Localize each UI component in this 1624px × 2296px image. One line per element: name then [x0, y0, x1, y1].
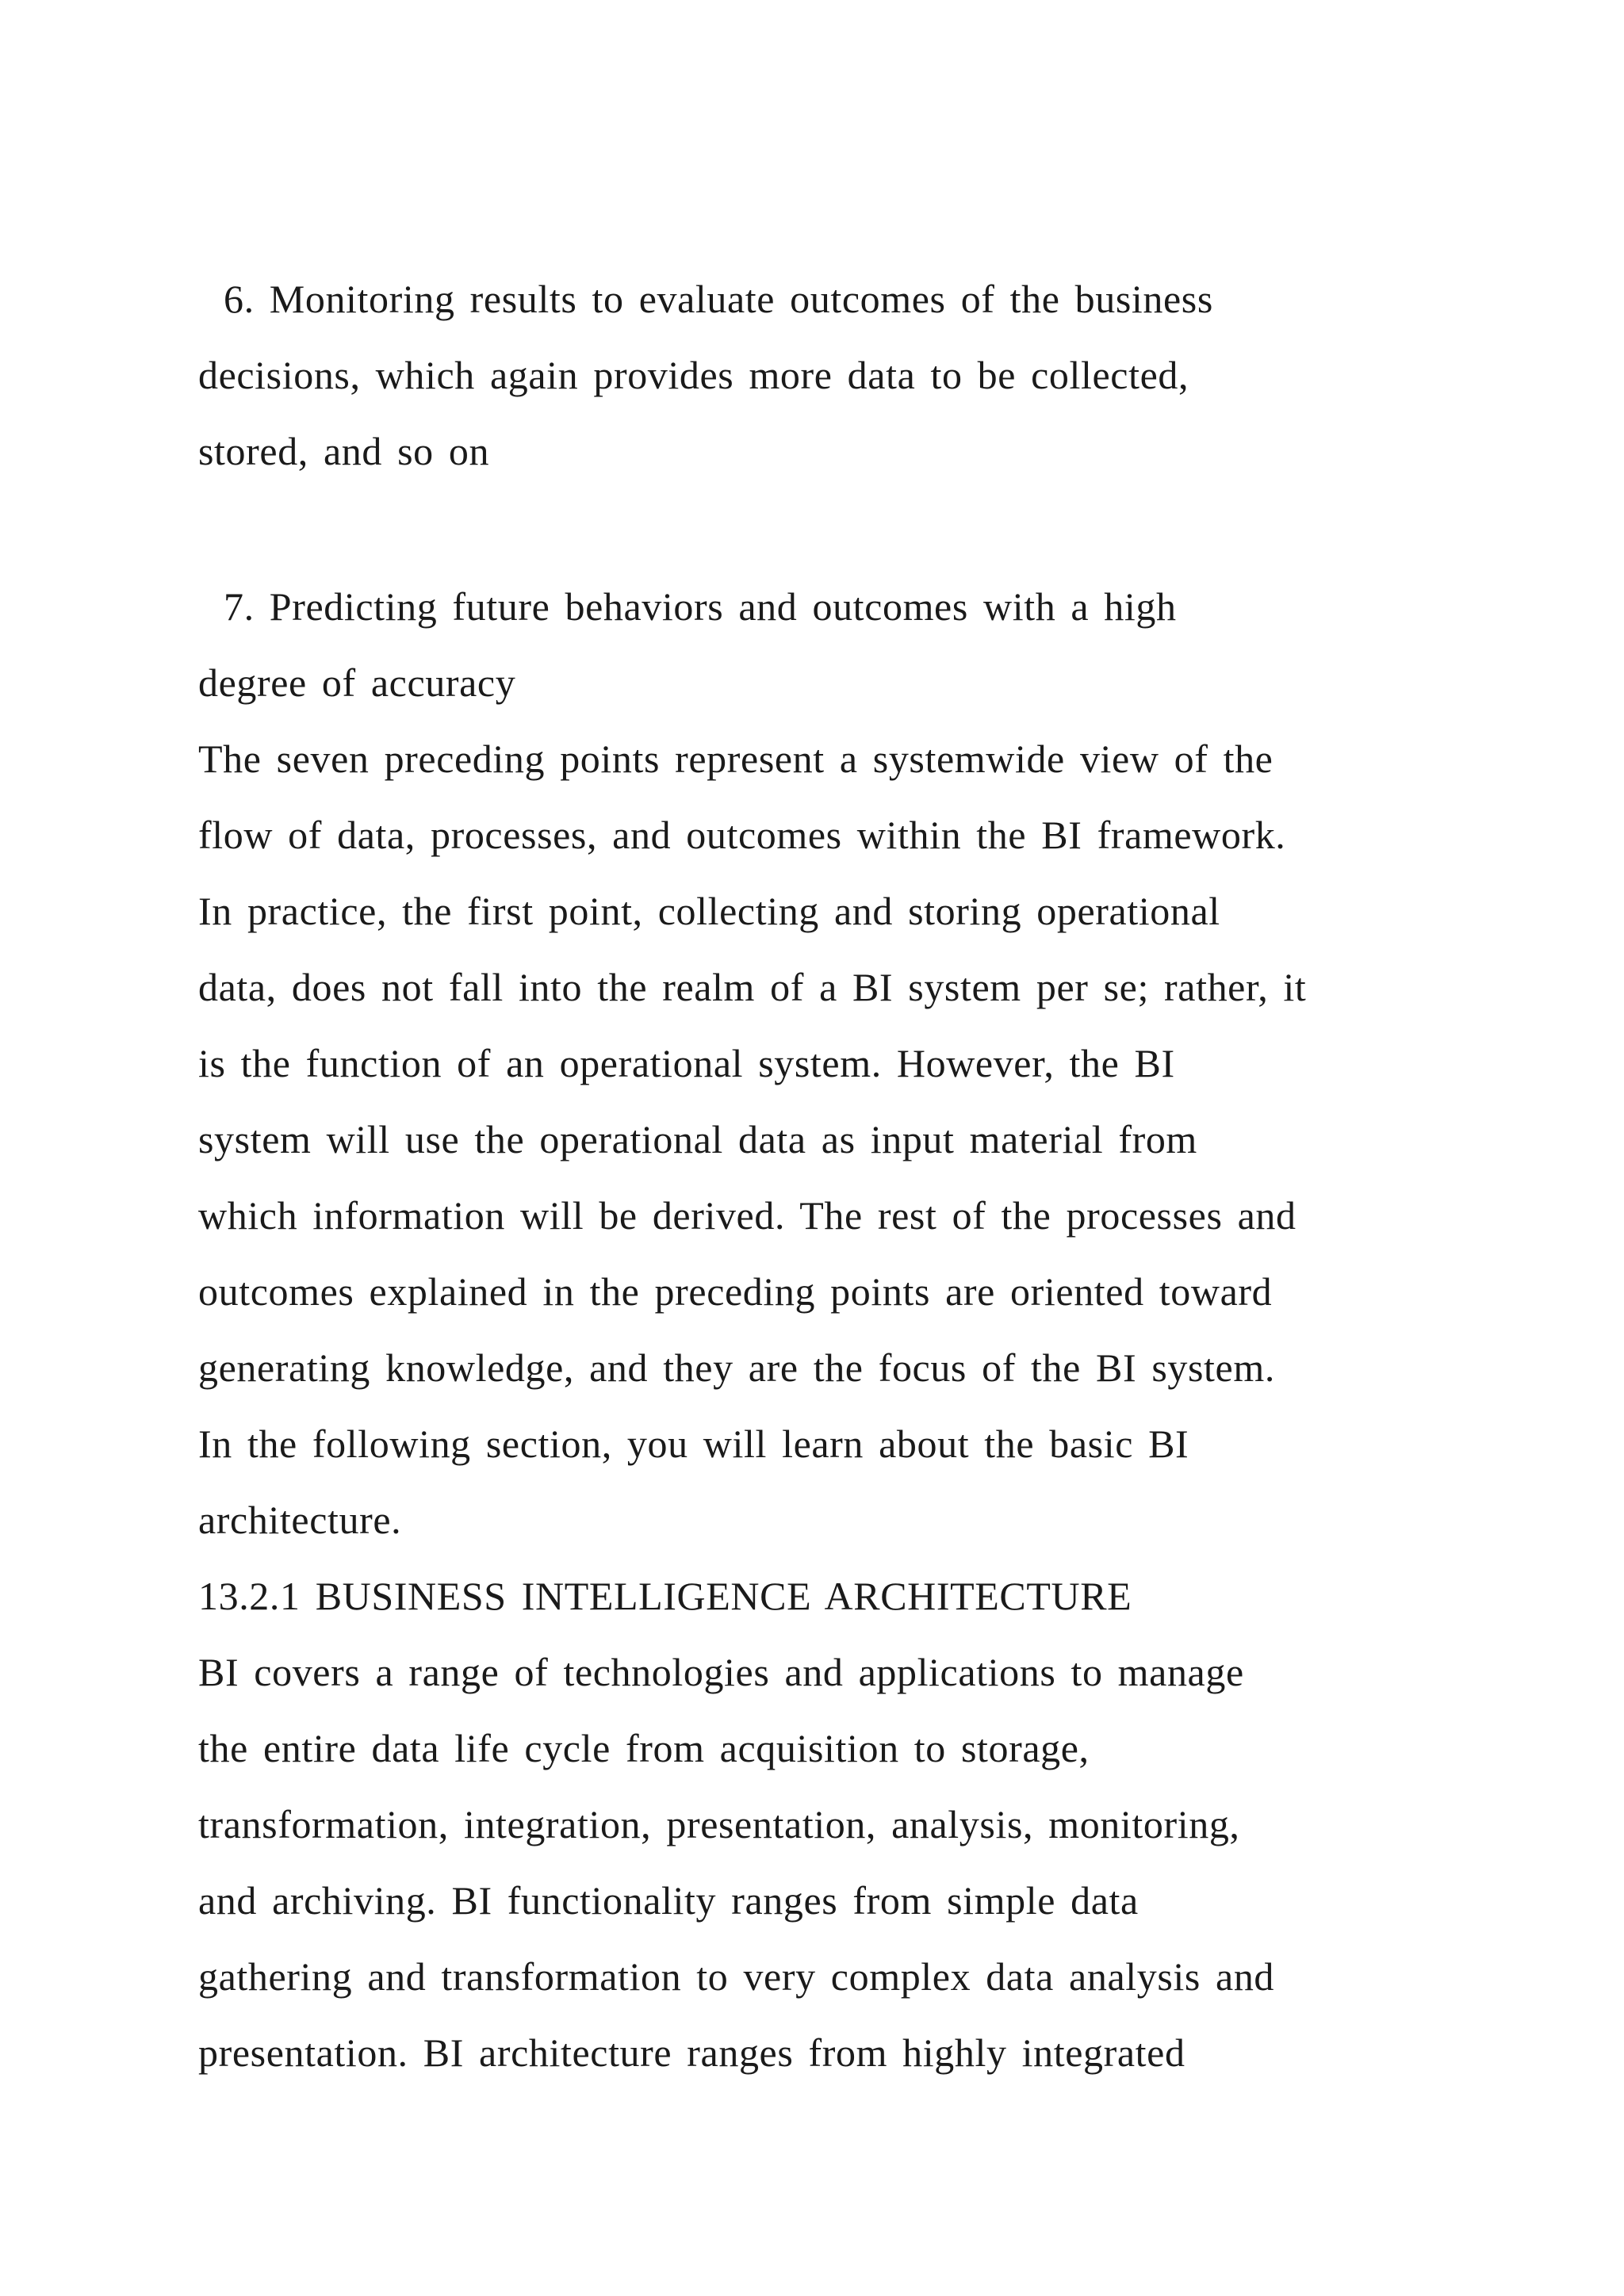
- list-item-7-line-2: degree of accuracy: [198, 660, 516, 705]
- list-item-7-line-1: 7. Predicting future behaviors and outcomes with a high: [224, 584, 1177, 629]
- paragraph-1-line-8: outcomes explained in the preceding points are oriented toward: [198, 1269, 1273, 1314]
- paragraph-1-line-11: architecture.: [198, 1498, 402, 1542]
- paragraph-2-line-3: transformation, integration, presentation, analysis, monitoring,: [198, 1802, 1240, 1846]
- paragraph-2-line-6: presentation. BI architecture ranges from highly integrated: [198, 2030, 1185, 2075]
- list-item-6-line-3: stored, and so on: [198, 429, 490, 473]
- paragraph-2-line-1: BI covers a range of technologies and applications to manage: [198, 1650, 1244, 1694]
- paragraph-2-line-4: and archiving. BI functionality ranges from simple data: [198, 1878, 1139, 1923]
- paragraph-1-line-10: In the following section, you will learn about the basic BI: [198, 1422, 1189, 1466]
- paragraph-1-line-5: is the function of an operational system. However, the BI: [198, 1041, 1175, 1085]
- paragraph-1-line-6: system will use the operational data as input material from: [198, 1117, 1197, 1161]
- paragraph-1-line-2: flow of data, processes, and outcomes within the BI framework.: [198, 813, 1286, 857]
- paragraph-1-line-4: data, does not fall into the realm of a BI system per se; rather, it: [198, 965, 1307, 1009]
- list-item-6-line-1: 6. Monitoring results to evaluate outcomes of the business: [224, 277, 1213, 321]
- paragraph-1-line-1: The seven preceding points represent a systemwide view of the: [198, 737, 1274, 781]
- paragraph-2-line-5: gathering and transformation to very complex data analysis and: [198, 1954, 1275, 1999]
- paragraph-1-line-3: In practice, the first point, collecting and storing operational: [198, 889, 1220, 933]
- paragraph-1-line-9: generating knowledge, and they are the focus of the BI system.: [198, 1345, 1275, 1390]
- paragraph-2-line-2: the entire data life cycle from acquisition to storage,: [198, 1726, 1090, 1770]
- paragraph-1-line-7: which information will be derived. The rest of the processes and: [198, 1193, 1297, 1238]
- section-heading: 13.2.1 BUSINESS INTELLIGENCE ARCHITECTURE: [198, 1574, 1132, 1618]
- list-item-6-line-2: decisions, which again provides more data to be collected,: [198, 353, 1189, 397]
